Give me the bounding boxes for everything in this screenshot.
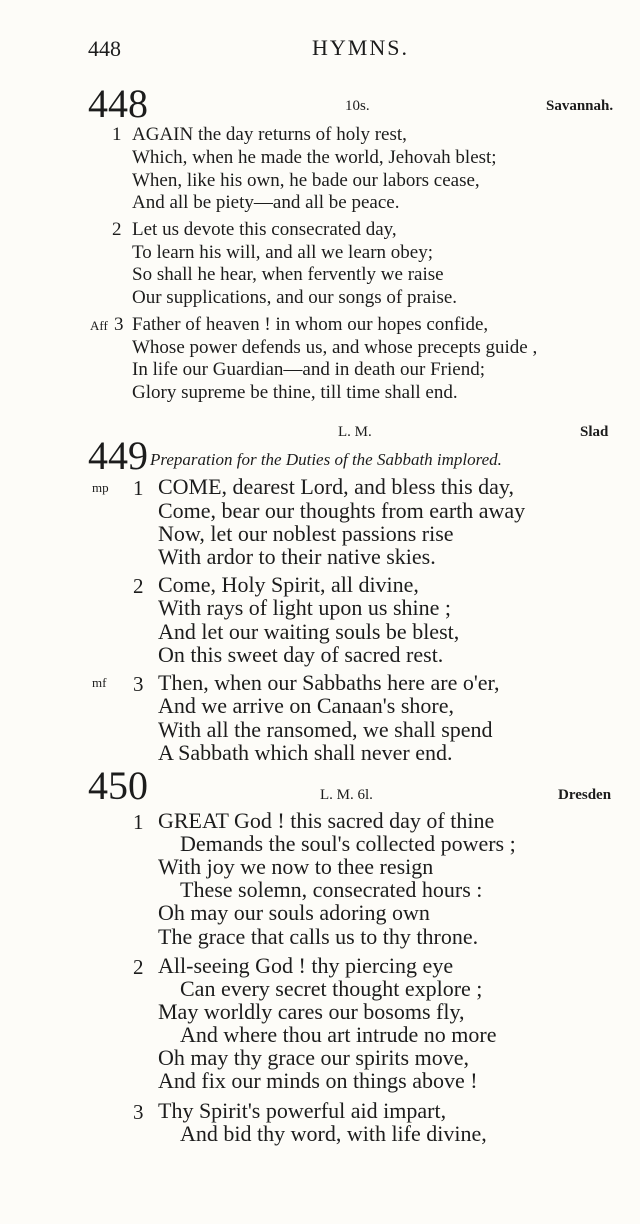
verse-line: And bid thy word, with life divine,	[180, 1121, 487, 1146]
verse-line: With all the ransomed, we shall spend	[158, 717, 493, 742]
verse-line: Thy Spirit's powerful aid impart,	[158, 1098, 447, 1123]
verse-number: 1	[112, 124, 122, 145]
verse-line: Our supplications, and our songs of praise.	[132, 287, 458, 308]
verse-number: 3	[133, 672, 144, 696]
verse-line: Now, let our noblest passions rise	[158, 521, 454, 546]
verse-line: With ardor to their native skies.	[158, 544, 436, 569]
verse-number: 1	[133, 810, 144, 834]
verse-line: When, like his own, he bade our labors cease,	[132, 170, 480, 191]
hymn-meter: L. M.	[338, 424, 372, 440]
verse-line: And all be piety—and all be peace.	[132, 192, 400, 213]
verse-line: Glory supreme be thine, till time shall end.	[132, 382, 458, 403]
hymn-number: 449	[88, 433, 148, 478]
page-number: 448	[88, 36, 121, 61]
hymn-tune: Dresden	[558, 787, 612, 803]
hymn-tune: Slad	[580, 424, 609, 440]
verse-line: Oh may thy grace our spirits move,	[158, 1045, 469, 1070]
verse-line: With joy we now to thee resign	[158, 854, 434, 879]
dynamic-marking: mf	[92, 675, 107, 690]
verse-line: To learn his will, and all we learn obey;	[132, 242, 433, 263]
hymn-number: 448	[88, 81, 148, 126]
verse-line: Oh may our souls adoring own	[158, 900, 430, 925]
verse-number: 2	[112, 219, 122, 240]
verse-line: Let us devote this consecrated day,	[132, 219, 397, 240]
verse-line: All-seeing God ! thy piercing eye	[158, 953, 454, 978]
verse-line: Father of heaven ! in whom our hopes confide,	[132, 314, 489, 335]
hymn-number: 450	[88, 763, 148, 808]
hymn-meter: L. M. 6l.	[320, 787, 373, 803]
verse-line: And let our waiting souls be blest,	[158, 619, 460, 644]
verse-line: COME, dearest Lord, and bless this day,	[158, 474, 515, 499]
verse-number: 2	[133, 574, 144, 598]
verse-line: So shall he hear, when fervently we raise	[132, 264, 444, 285]
verse-line: A Sabbath which shall never end.	[158, 740, 453, 765]
verse-line: And we arrive on Canaan's shore,	[158, 693, 454, 718]
verse-number: 2	[133, 955, 144, 979]
verse-line: Which, when he made the world, Jehovah blest;	[132, 147, 497, 168]
verse-line: In life our Guardian—and in death our Friend;	[132, 359, 485, 380]
verse-line: GREAT God ! this sacred day of thine	[158, 808, 495, 833]
verse-line: Whose power defends us, and whose precepts guide ,	[132, 337, 538, 358]
verse-line: And where thou art intrude no more	[180, 1022, 497, 1047]
verse-line: And fix our minds on things above !	[158, 1068, 478, 1093]
verse-line: Come, bear our thoughts from earth away	[158, 498, 526, 523]
verse-line: AGAIN the day returns of holy rest,	[132, 124, 407, 145]
hymn-subtitle: Preparation for the Duties of the Sabbath implored.	[150, 450, 502, 469]
page-title: HYMNS.	[312, 35, 409, 60]
dynamic-marking: Aff	[90, 318, 108, 333]
dynamic-marking: mp	[92, 480, 109, 495]
verse-number: 3	[114, 314, 124, 335]
verse-line: May worldly cares our bosoms fly,	[158, 999, 465, 1024]
verse-line: Then, when our Sabbaths here are o'er,	[158, 670, 500, 695]
verse-line: These solemn, consecrated hours :	[180, 877, 483, 902]
verse-line: With rays of light upon us shine ;	[158, 595, 452, 620]
verse-line: Come, Holy Spirit, all divine,	[158, 572, 419, 597]
verse-number: 3	[133, 1100, 144, 1124]
verse-number: 1	[133, 476, 144, 500]
verse-line: Can every secret thought explore ;	[180, 976, 483, 1001]
verse-line: The grace that calls us to thy throne.	[158, 924, 479, 949]
verse-line: Demands the soul's collected powers ;	[180, 831, 516, 856]
hymn-meter: 10s.	[345, 98, 370, 114]
hymn-tune: Savannah.	[546, 98, 614, 114]
verse-line: On this sweet day of sacred rest.	[158, 642, 444, 667]
